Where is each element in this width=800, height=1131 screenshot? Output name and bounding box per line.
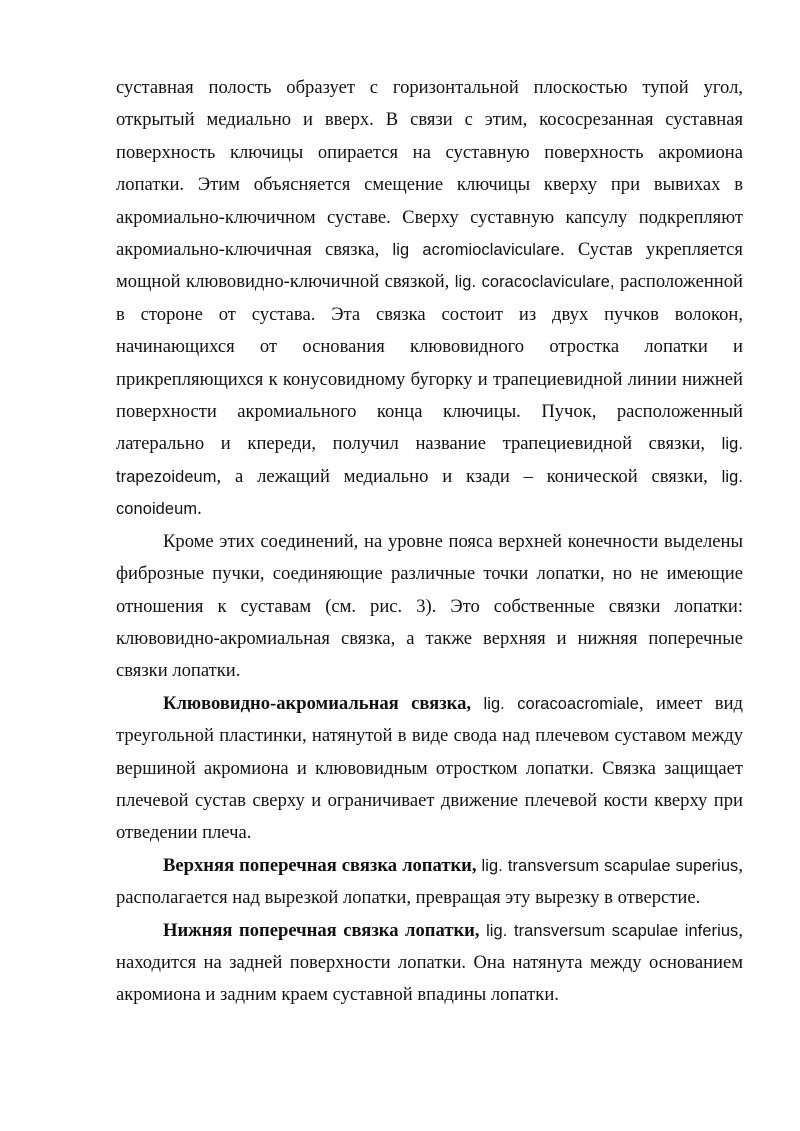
latin-term: lig. trapezoideum <box>116 435 743 486</box>
document-page <box>116 72 743 1012</box>
paragraph-scapular-ligaments-intro <box>116 526 743 688</box>
text-run <box>471 693 483 714</box>
paragraph-inferior-transverse-ligament <box>116 915 743 1012</box>
text-run: , находится на задней поверхности лопатки. Она натянута между основанием акромиона и задним краем суставной впадины лопатки. <box>116 919 743 1006</box>
latin-term: lig. coracoclaviculare, <box>454 273 615 292</box>
latin-term: lig. transversum scapulae superius <box>481 856 739 875</box>
latin-term: lig. transversum scapulae inferius <box>486 921 739 940</box>
text-run: суставная полость образует с горизонтальной плоскостью тупой угол, открытый медиально и вверх. В связи с этим, кососрезанная суставная поверхность ключицы опирается на суставную поверхность акромиона лопатки. Этим объясняется смещение ключицы кверху при вывихах в акромиально-ключичном суставе. Сверху суставную капсулу подкрепляют акромиально-ключичная связка, <box>116 77 743 261</box>
latin-term: lig acromioclaviculare <box>392 241 560 260</box>
text-run: . Сустав укрепляется мощной клювовидно-ключичной связкой, <box>116 239 743 293</box>
term-heading: Верхняя поперечная связка лопатки, <box>163 854 477 876</box>
term-heading: Клювовидно-акромиальная связка, <box>163 692 472 714</box>
text-run: , а лежащий медиально и кзади – конической связки, <box>216 465 722 487</box>
text-run: , располагается над вырезкой лопатки, превращая эту вырезку в отверстие. <box>116 854 743 909</box>
term-heading: Нижняя поперечная связка лопатки, <box>163 919 480 941</box>
text-run: . <box>197 498 202 520</box>
latin-term: lig. coracoacromiale <box>483 694 639 713</box>
text-run: расположенной в стороне от сустава. Эта связка состоит из двух пучков волокон, начинающихся от основания клювовидного отростка лопатки и прикрепляющихся к конусовидному бугорку и трапециевидной линии нижней поверхности акромиального конца ключицы. Пучок, расположенный латерально и кпереди, получил название трапециевидной связки, <box>116 271 743 455</box>
paragraph-coracoacromial-ligament <box>116 688 743 850</box>
text-run: Кроме этих соединений, на уровне пояса верхней конечности выделены фиброзные пучки, соединяющие различные точки лопатки, но не имеющие отношения к суставам (см. рис. 3). Это собственные связки лопатки: клювовидно-акромиальная связка, а также верхняя и нижняя поперечные связки лопатки. <box>116 530 743 682</box>
paragraph-superior-transverse-ligament <box>116 850 743 915</box>
latin-term: lig. conoideum <box>116 467 743 519</box>
text-run: , имеет вид треугольной пластинки, натянутой в виде свода над плечевом суставом между вершиной акромиона и клювовидным отростком лопатки. Связка защищает плечевой сустав сверху и ограничивает движение плечевой кости кверху при отведении плеча. <box>116 692 743 844</box>
paragraph-acromioclavicular-joint <box>116 72 743 526</box>
